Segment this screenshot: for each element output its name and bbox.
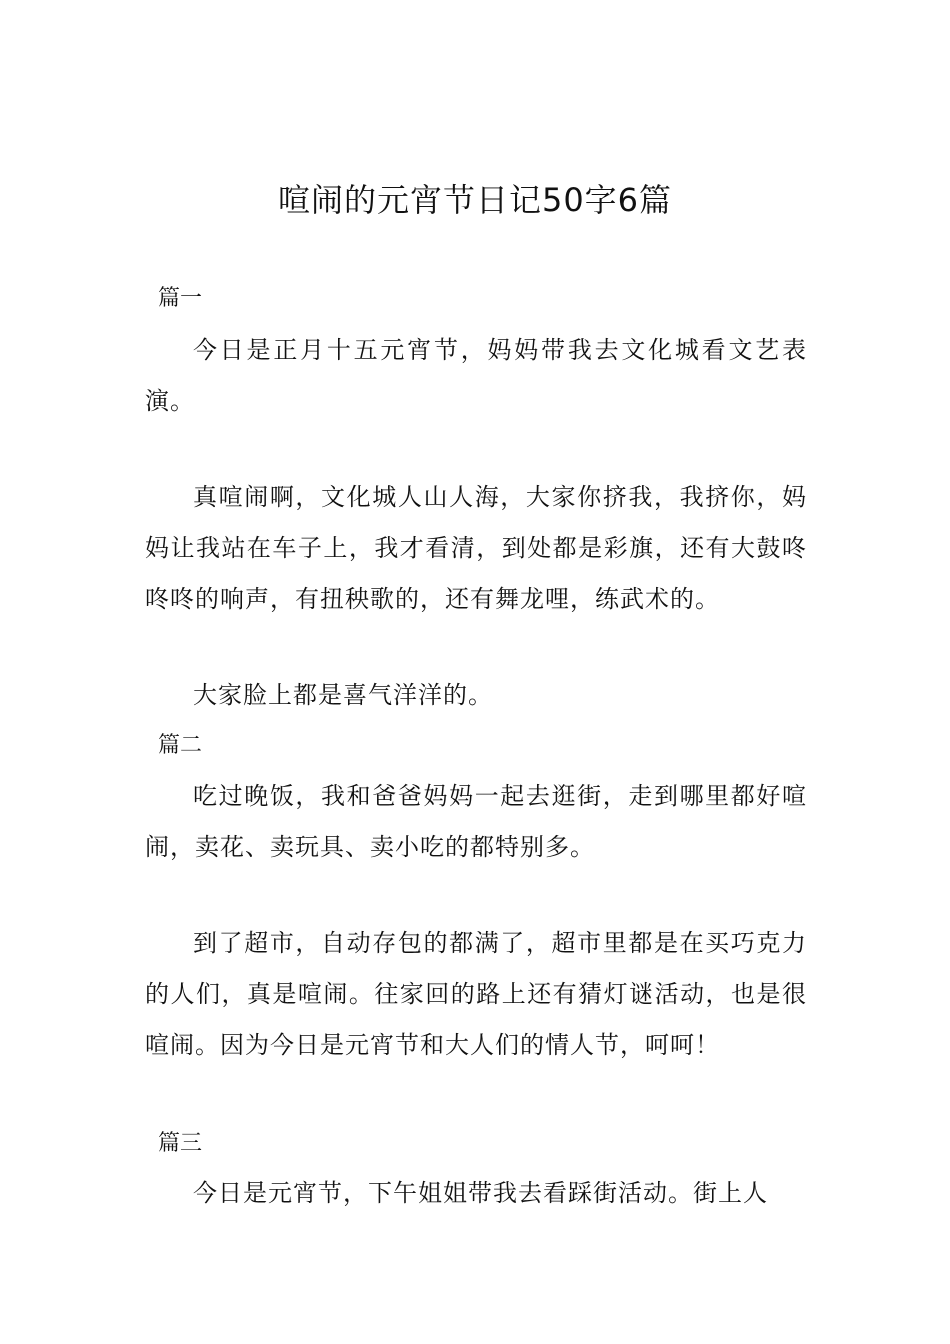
section-3-paragraph-1: 今日是元宵节，下午姐姐带我去看踩街活动。街上人: [193, 1179, 768, 1207]
section-1-paragraph-1: 今日是正月十五元宵节，妈妈带我去文化城看文艺表演。: [145, 336, 807, 415]
document-title: 喧闹的元宵节日记50字6篇: [277, 181, 673, 219]
section-heading-3: 篇三: [158, 1131, 203, 1156]
section-1-paragraph-2: 真喧闹啊，文化城人山人海，大家你挤我，我挤你，妈妈让我站在车子上，我才看清，到处都是彩旗，还有大鼓咚咚咚的响声，有扭秧歌的，还有舞龙哩，练武术的。: [145, 483, 807, 613]
section-1-paragraph-3: 大家脸上都是喜气洋洋的。: [193, 681, 493, 709]
section-heading-2: 篇二: [158, 733, 203, 758]
section-2-paragraph-2: 到了超市，自动存包的都满了，超市里都是在买巧克力的人们，真是喧闹。往家回的路上还有猜灯谜活动，也是很喧闹。因为今日是元宵节和大人们的情人节，呵呵！: [145, 929, 807, 1059]
section-2-paragraph-1: 吃过晚饭，我和爸爸妈妈一起去逛街，走到哪里都好喧闹，卖花、卖玩具、卖小吃的都特别多。: [145, 782, 807, 861]
section-heading-1: 篇一: [158, 286, 203, 311]
